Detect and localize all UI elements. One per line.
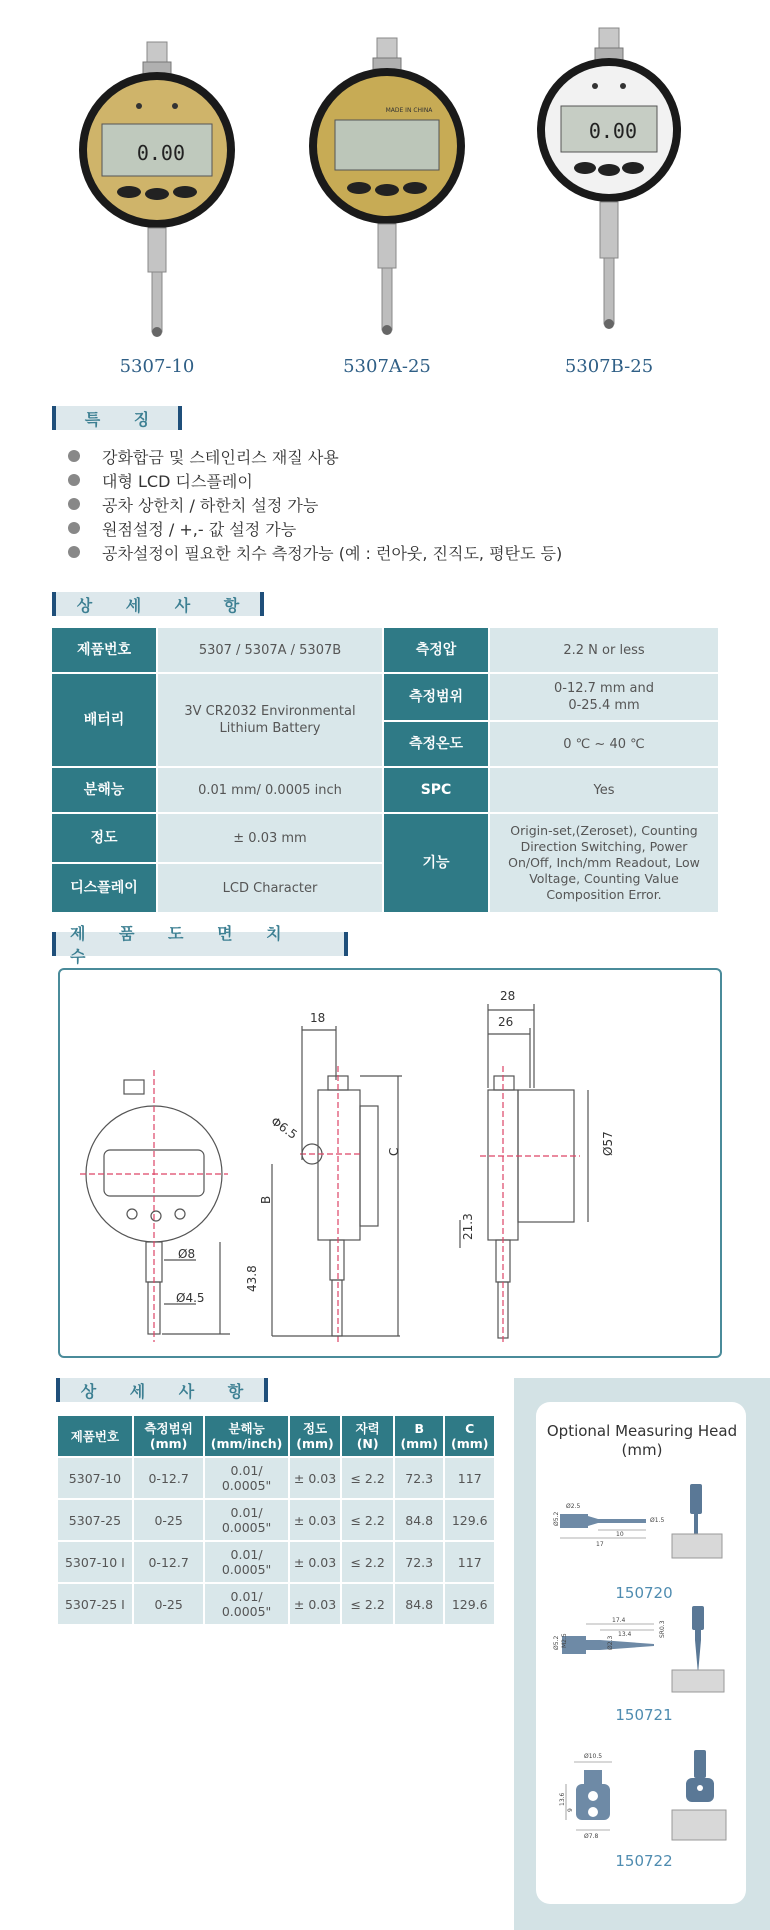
technical-drawing — [60, 970, 720, 1356]
spec-value-pressure: 2.2 N or less — [490, 628, 718, 672]
table-cell: 117 — [445, 1458, 494, 1498]
head-dim: 17 — [596, 1541, 604, 1548]
dim-label-d213: 21.3 — [461, 1213, 475, 1240]
dim-label-phi65: Φ6.5 — [268, 1114, 300, 1142]
feature-item: 강화합금 및 스테인리스 재질 사용 — [68, 444, 728, 468]
head-dim: Ø2.5 — [566, 1503, 581, 1510]
table-row — [58, 1458, 494, 1498]
table-cell: ± 0.03 — [290, 1584, 341, 1624]
spec-table — [52, 628, 718, 912]
measuring-head-150722-image[interactable] — [546, 1740, 736, 1850]
dim-label-d26: 26 — [498, 1015, 514, 1029]
col-header: 측정범위 (mm) — [134, 1416, 204, 1456]
product-gallery — [0, 0, 770, 390]
spec-header-pressure: 측정압 — [384, 628, 488, 672]
measuring-head-150720-image[interactable] — [546, 1478, 736, 1578]
table-header-row — [58, 1416, 494, 1456]
head-dim: SR0.3 — [659, 1620, 666, 1638]
head-dim: M2.5 — [561, 1633, 568, 1648]
spec-header-function: 기능 — [384, 814, 488, 912]
spec-value-battery: 3V CR2032 Environmental Lithium Battery — [158, 674, 382, 766]
product-code: 5307-10 — [119, 356, 195, 377]
table-cell: 117 — [445, 1542, 494, 1582]
head-dim: 17.4 — [612, 1617, 626, 1624]
bullet-icon — [68, 450, 80, 462]
lcd-reading: 0.00 — [588, 119, 637, 143]
col-header: B (mm) — [395, 1416, 444, 1456]
table-cell: ≤ 2.2 — [342, 1458, 393, 1498]
table-cell: ± 0.03 — [290, 1500, 341, 1540]
bullet-icon — [68, 474, 80, 486]
measuring-head-150721-image[interactable] — [546, 1600, 736, 1700]
face-text: MADE IN CHINA — [385, 107, 433, 114]
head-dim: 10 — [616, 1531, 624, 1538]
table-cell: 0.01/ 0.0005" — [205, 1584, 287, 1624]
table-cell: 129.6 — [445, 1584, 494, 1624]
model-spec-table — [56, 1414, 492, 1626]
table-cell: ≤ 2.2 — [342, 1542, 393, 1582]
table-cell: 5307-25 — [58, 1500, 132, 1540]
spec-value-range: 0-12.7 mm and 0-25.4 mm — [490, 674, 718, 720]
table-cell: 0-12.7 — [134, 1458, 204, 1498]
dim-label-h438: 43.8 — [245, 1265, 259, 1292]
table-cell: 72.3 — [395, 1542, 444, 1582]
dim-label-d28: 28 — [500, 989, 516, 1003]
product-5307B-25[interactable] — [519, 20, 699, 380]
table-cell: 72.3 — [395, 1458, 444, 1498]
table-cell: 0-12.7 — [134, 1542, 204, 1582]
table-row — [58, 1500, 494, 1540]
col-header: 자력 (N) — [342, 1416, 393, 1456]
spec-header-resolution: 분해능 — [52, 768, 156, 812]
head-code-150720: 150720 — [615, 1584, 673, 1602]
dim-label-c: C — [387, 1147, 401, 1156]
spec-header-display: 디스플레이 — [52, 864, 156, 912]
spec-header-model: 제품번호 — [52, 628, 156, 672]
table-cell: ≤ 2.2 — [342, 1500, 393, 1540]
head-code-150722: 150722 — [615, 1852, 673, 1870]
table-row — [58, 1542, 494, 1582]
optional-head-title: Optional Measuring Head (mm) — [546, 1422, 738, 1459]
col-header: 정도 (mm) — [290, 1416, 341, 1456]
head-dim: Ø5.2 — [553, 1511, 560, 1526]
spec-value-function: Origin-set,(Zeroset), Counting Direction Switching, Power On/Off, Inch/mm Readout, Low Voltage, Counting Value Composition Error. — [490, 814, 718, 912]
table-cell: ≤ 2.2 — [342, 1584, 393, 1624]
dim-label-b: B — [259, 1195, 273, 1204]
lcd-reading: 0.00 — [136, 141, 185, 165]
table-cell: 0.01/ 0.0005" — [205, 1542, 287, 1582]
table-cell: 5307-10 I — [58, 1542, 132, 1582]
spec-header-battery: 배터리 — [52, 674, 156, 766]
bullet-icon — [68, 546, 80, 558]
col-header: 제품번호 — [58, 1416, 132, 1456]
table-cell: 0-25 — [134, 1584, 204, 1624]
dimension-drawing — [58, 968, 722, 1358]
product-5307A-25[interactable] — [297, 20, 477, 380]
details-section-title: 상 세 사 항 — [52, 592, 264, 616]
dim-label-d18: 18 — [310, 1011, 326, 1025]
bullet-icon — [68, 498, 80, 510]
table-cell: 5307-10 — [58, 1458, 132, 1498]
spec-header-spc: SPC — [384, 768, 488, 812]
dim-label-d45: Ø4.5 — [176, 1291, 205, 1305]
dial-indicator-image — [519, 20, 699, 340]
feature-item: 공차설정이 필요한 치수 측정가능 (예 : 런아웃, 진직도, 평탄도 등) — [68, 540, 728, 564]
head-dim: Ø10.5 — [584, 1753, 603, 1760]
dial-indicator-image — [297, 20, 477, 340]
table-cell: 84.8 — [395, 1500, 444, 1540]
feature-list — [68, 444, 728, 564]
product-code: 5307A-25 — [343, 356, 431, 377]
spec-header-temperature: 측정온도 — [384, 722, 488, 766]
dim-label-d57: Ø57 — [601, 1131, 615, 1156]
feature-item: 원점설정 / +,- 값 설정 가능 — [68, 516, 728, 540]
spec-value-display: LCD Character — [158, 864, 382, 912]
table-cell: ± 0.03 — [290, 1458, 341, 1498]
head-dim: 9 — [567, 1808, 574, 1812]
table-cell: 0.01/ 0.0005" — [205, 1458, 287, 1498]
spec-value-resolution: 0.01 mm/ 0.0005 inch — [158, 768, 382, 812]
feature-item: 대형 LCD 디스플레이 — [68, 468, 728, 492]
col-header: C (mm) — [445, 1416, 494, 1456]
table-cell: 0-25 — [134, 1500, 204, 1540]
head-dim: 13.4 — [618, 1631, 632, 1638]
head-dim: Ø2.3 — [607, 1635, 614, 1650]
table-row — [58, 1584, 494, 1624]
table-cell: 0.01/ 0.0005" — [205, 1500, 287, 1540]
head-dim: Ø7.8 — [584, 1833, 599, 1840]
table-cell: 5307-25 I — [58, 1584, 132, 1624]
features-section-title: 특 징 — [52, 406, 182, 430]
dial-indicator-image — [67, 20, 247, 340]
spec-value-spc: Yes — [490, 768, 718, 812]
spec-value-model: 5307 / 5307A / 5307B — [158, 628, 382, 672]
col-header: 분해능 (mm/inch) — [205, 1416, 287, 1456]
table-cell: 84.8 — [395, 1584, 444, 1624]
table-cell: ± 0.03 — [290, 1542, 341, 1582]
feature-item: 공차 상한치 / 하한치 설정 가능 — [68, 492, 728, 516]
bullet-icon — [68, 522, 80, 534]
head-dim: Ø1.5 — [650, 1517, 665, 1524]
product-5307-10[interactable] — [67, 20, 247, 380]
table-cell: 129.6 — [445, 1500, 494, 1540]
spec-header-range: 측정범위 — [384, 674, 488, 720]
drawing-section-title: 제 품 도 면 치 수 — [52, 932, 348, 956]
head-dim: 13.6 — [559, 1792, 566, 1806]
dim-label-d8: Ø8 — [178, 1247, 196, 1261]
spec-value-temperature: 0 ℃ ~ 40 ℃ — [490, 722, 718, 766]
head-code-150721: 150721 — [615, 1706, 673, 1724]
product-code: 5307B-25 — [564, 356, 654, 377]
spec-value-accuracy: ± 0.03 mm — [158, 814, 382, 862]
spec-header-accuracy: 정도 — [52, 814, 156, 862]
table2-section-title: 상 세 사 항 — [56, 1378, 268, 1402]
head-dim: Ø5.2 — [553, 1635, 560, 1650]
